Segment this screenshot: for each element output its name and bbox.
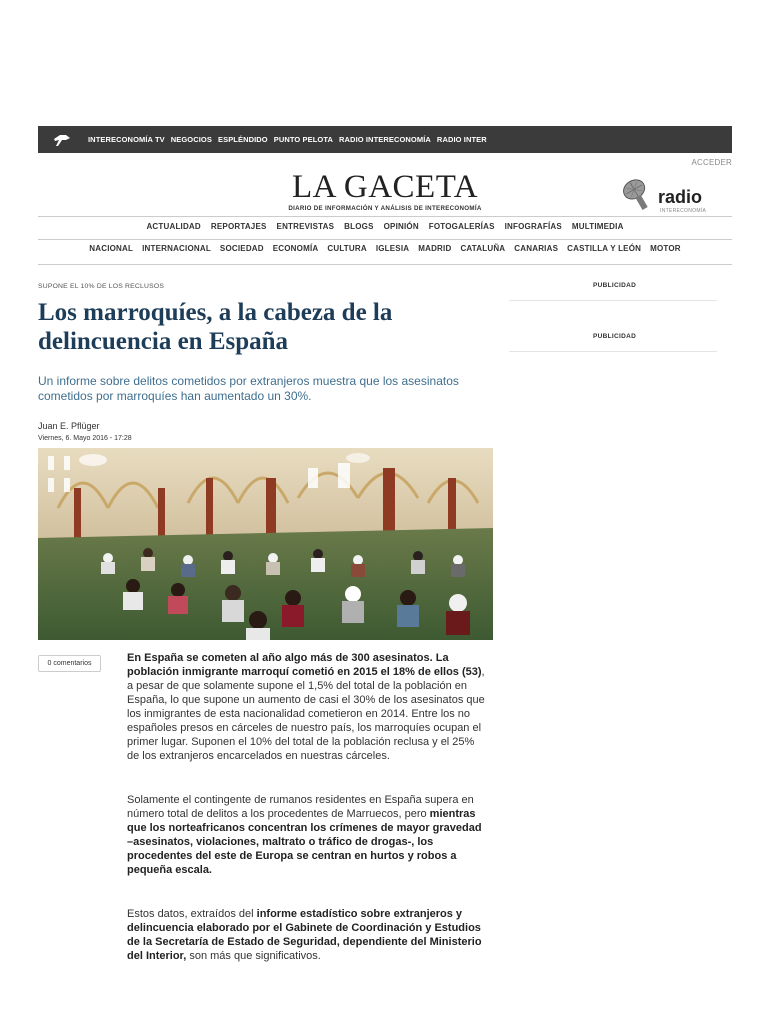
network-bar (38, 126, 732, 153)
paragraph-bold: En España se cometen al año algo más de 300 asesinatos. La población inmigrante marroquí cometió en 2015 el 18% de ellos (53) (127, 652, 482, 678)
nav-item[interactable]: CATALUÑA (460, 244, 506, 253)
nav-item[interactable]: NACIONAL (89, 244, 134, 253)
nav-item[interactable]: OPINIÓN (383, 222, 419, 231)
nav-item[interactable]: BLOGS (344, 222, 374, 231)
intereconomia-logo-icon[interactable] (46, 126, 78, 153)
nav-item[interactable]: MADRID (418, 244, 452, 253)
article-lead: Un informe sobre delitos cometidos por extranjeros muestra que los asesinatos cometidos por marroquíes han aumentado un 30%. (38, 374, 459, 403)
nav-item[interactable]: ACTUALIDAD (146, 222, 201, 231)
paragraph (127, 651, 487, 763)
login-link[interactable]: ACCEDER (691, 158, 732, 167)
nav-item[interactable]: CULTURA (327, 244, 367, 253)
radio-sublabel: INTERECONOMÍA (660, 208, 707, 214)
paragraph-text: Solamente el contingente de rumanos residentes en España supera en número total de delitos a los procedentes de Marruecos, pero (127, 794, 474, 820)
divider (38, 239, 732, 240)
paragraph-bold: mientras que los norteafricanos concentran los crímenes de mayor gravedad –asesinatos, violaciones, maltrato o tráfico de drogas-, los procedentes del este de Europa se centran en hurtos y robos a pequeña escala. (127, 808, 482, 876)
network-link[interactable]: NEGOCIOS (170, 135, 212, 144)
article-date: Viernes, 6. Mayo 2016 - 17:28 (38, 435, 132, 442)
divider (38, 264, 732, 265)
paragraph-text: , a pesar de que solamente supone el 1,5% del total de la población en España, lo que supone un aumento de casi el 30% de los asesinatos que los inmigrantes de esta nacionalidad cometieron en 2014. Entre los no españoles presos en cárceles de nuestro país, los marroquíes ocupan el primer lugar. Suponen el 10% del total de la población reclusa y el 25% de los extranjeros encarcelados en nuestras cárceles. (127, 666, 485, 762)
nav-item[interactable]: MULTIMEDIA (571, 222, 624, 231)
nav-item[interactable]: INTERNACIONAL (142, 244, 211, 253)
radio-label: radio (658, 187, 703, 207)
paragraph-bold: informe estadístico sobre extranjeros y delincuencia elaborado por el Gabinete de Coordinación y Estudios de la Secretaría de Estado de Seguridad, dependiente del Ministerio del Interior, (127, 908, 482, 962)
network-link[interactable]: RADIO INTER (436, 135, 487, 144)
network-link[interactable]: ESPLÉNDIDO (217, 135, 268, 144)
nav-item[interactable]: FOTOGALERÍAS (428, 222, 495, 231)
divider (509, 351, 717, 352)
network-link[interactable]: INTERECONOMÍA TV (88, 135, 165, 144)
primary-nav (38, 222, 732, 231)
nav-item[interactable]: INFOGRAFÍAS (504, 222, 562, 231)
network-link[interactable]: PUNTO PELOTA (273, 135, 334, 144)
paragraph (127, 907, 487, 963)
ad-label: PUBLICIDAD (593, 333, 637, 340)
network-links (88, 135, 487, 144)
divider (38, 216, 732, 217)
nav-item[interactable]: CANARIAS (514, 244, 559, 253)
nav-item[interactable]: ENTREVISTAS (276, 222, 335, 231)
site-tagline: DIARIO DE INFORMACIÓN Y ANÁLISIS DE INTERECONOMÍA (288, 205, 482, 212)
article-headline: Los marroquíes, a la cabeza de la delincuencia en España (38, 299, 393, 355)
microphone-icon (612, 178, 658, 216)
nav-item[interactable]: ECONOMÍA (272, 244, 319, 253)
article-body (127, 651, 487, 993)
radio-promo[interactable] (612, 178, 722, 216)
article-kicker: SUPONE EL 10% DE LOS RECLUSOS (38, 283, 165, 290)
nav-item[interactable]: MOTOR (650, 244, 681, 253)
paragraph (127, 793, 487, 877)
divider (509, 300, 717, 301)
ad-label: PUBLICIDAD (593, 282, 637, 289)
comments-button[interactable]: 0 comentarios (38, 655, 101, 672)
site-title[interactable]: LA GACETA (291, 169, 479, 205)
nav-item[interactable]: REPORTAJES (210, 222, 267, 231)
article-photo (38, 448, 493, 640)
nav-item[interactable]: SOCIEDAD (219, 244, 264, 253)
paragraph-text: son más que significativos. (186, 950, 321, 962)
nav-item[interactable]: IGLESIA (375, 244, 410, 253)
nav-item[interactable]: CASTILLA Y LEÓN (567, 244, 642, 253)
paragraph-text: Estos datos, extraídos del (127, 908, 257, 920)
network-link[interactable]: RADIO INTERECONOMÍA (339, 135, 431, 144)
secondary-nav (38, 244, 732, 253)
article-author[interactable]: Juan E. Pflüger (38, 421, 100, 431)
